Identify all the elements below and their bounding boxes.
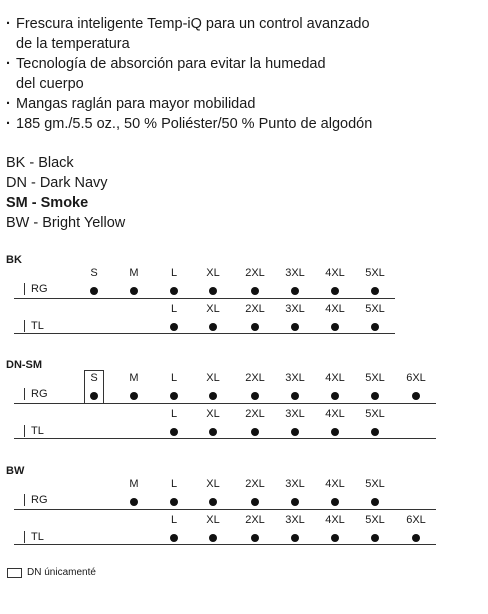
color-list [6, 153, 125, 233]
availability-dot [331, 287, 339, 295]
section-title: BK [6, 254, 22, 266]
availability-dot [412, 534, 420, 542]
feature-item: · Frescura inteligente Temp-iQ para un control avanzado de la temperatura [6, 14, 482, 54]
row-divider [14, 333, 395, 334]
size-label: L [170, 408, 178, 420]
size-label: 5XL [365, 372, 385, 384]
availability-dot [251, 392, 259, 400]
size-label: 2XL [245, 408, 265, 420]
row-tick [24, 531, 25, 543]
availability-dot [371, 323, 379, 331]
availability-dot [251, 498, 259, 506]
size-label: L [170, 478, 178, 490]
size-label: L [170, 372, 178, 384]
availability-dot [170, 287, 178, 295]
size-label: 3XL [285, 372, 305, 384]
row-tick [24, 388, 25, 400]
size-label: XL [206, 267, 220, 279]
availability-dot [170, 498, 178, 506]
size-label: 5XL [365, 303, 385, 315]
size-label: 5XL [365, 267, 385, 279]
row-label: TL [31, 425, 44, 437]
row-divider [14, 298, 395, 299]
size-label: XL [206, 372, 220, 384]
row-label: TL [31, 320, 44, 332]
availability-dot [331, 428, 339, 436]
size-label: L [170, 267, 178, 279]
availability-dot [251, 534, 259, 542]
legend [7, 566, 96, 581]
size-label: XL [206, 514, 220, 526]
row-tick [24, 494, 25, 506]
size-label: 2XL [245, 267, 265, 279]
size-label: 2XL [245, 372, 265, 384]
availability-dot [331, 534, 339, 542]
size-label: 4XL [325, 514, 345, 526]
availability-dot [291, 498, 299, 506]
row-divider [14, 438, 436, 439]
availability-dot [209, 498, 217, 506]
size-label: M [129, 267, 139, 279]
section-title: BW [6, 465, 25, 477]
row-divider [14, 509, 436, 510]
size-label: S [90, 372, 98, 384]
color-item: DN - Dark Navy [6, 175, 108, 191]
feature-item: · 185 gm./5.5 oz., 50 % Poliéster/50 % Punto de algodón [6, 114, 482, 134]
size-label: 6XL [406, 514, 426, 526]
availability-dot [371, 534, 379, 542]
size-label: XL [206, 408, 220, 420]
availability-dot [170, 392, 178, 400]
availability-dot [371, 392, 379, 400]
feature-item: · Tecnología de absorción para evitar la humedad del cuerpo [6, 54, 482, 94]
size-label: 4XL [325, 478, 345, 490]
availability-dot [209, 323, 217, 331]
availability-dot [291, 428, 299, 436]
dn-only-highlight [84, 370, 104, 404]
availability-dot [251, 428, 259, 436]
size-label: 4XL [325, 267, 345, 279]
size-label: 3XL [285, 303, 305, 315]
availability-dot [209, 287, 217, 295]
size-label: 2XL [245, 514, 265, 526]
availability-dot [331, 323, 339, 331]
row-tick [24, 425, 25, 437]
row-label: RG [31, 388, 48, 400]
size-label: XL [206, 478, 220, 490]
availability-dot [130, 498, 138, 506]
size-label: L [170, 303, 178, 315]
availability-dot [251, 287, 259, 295]
availability-dot [371, 287, 379, 295]
legend-label: DN únicamenté [27, 567, 96, 578]
size-label: 2XL [245, 478, 265, 490]
row-tick [24, 283, 25, 295]
availability-dot [130, 287, 138, 295]
availability-dot [209, 534, 217, 542]
size-label: M [129, 372, 139, 384]
size-label: 3XL [285, 478, 305, 490]
size-label: 3XL [285, 514, 305, 526]
size-label: 4XL [325, 372, 345, 384]
feature-list [6, 14, 482, 134]
size-label: 4XL [325, 408, 345, 420]
size-label: 6XL [406, 372, 426, 384]
row-label: TL [31, 531, 44, 543]
availability-dot [130, 392, 138, 400]
color-item: SM - Smoke [6, 195, 89, 211]
row-divider [14, 544, 436, 545]
color-item: BW - Bright Yellow [6, 215, 126, 231]
color-item: BK - Black [6, 155, 74, 171]
size-label: M [129, 478, 139, 490]
availability-dot [251, 323, 259, 331]
availability-dot [209, 392, 217, 400]
size-label: 5XL [365, 408, 385, 420]
availability-dot [291, 287, 299, 295]
availability-dot [331, 392, 339, 400]
size-label: 4XL [325, 303, 345, 315]
availability-dot [90, 287, 98, 295]
dn-only-box-icon [7, 568, 22, 578]
row-label: RG [31, 494, 48, 506]
availability-dot [170, 323, 178, 331]
row-divider [14, 403, 436, 404]
availability-dot [170, 428, 178, 436]
feature-item: · Mangas raglán para mayor mobilidad [6, 94, 482, 114]
row-tick [24, 320, 25, 332]
size-label: 3XL [285, 267, 305, 279]
availability-dot [331, 498, 339, 506]
availability-dot [291, 534, 299, 542]
availability-dot [291, 392, 299, 400]
size-label: 2XL [245, 303, 265, 315]
availability-dot [209, 428, 217, 436]
availability-dot [291, 323, 299, 331]
availability-dot [371, 498, 379, 506]
size-label: S [90, 267, 98, 279]
availability-dot [412, 392, 420, 400]
availability-dot [170, 534, 178, 542]
section-title: DN-SM [6, 359, 43, 371]
size-label: XL [206, 303, 220, 315]
size-label: 3XL [285, 408, 305, 420]
row-label: RG [31, 283, 48, 295]
size-label: 5XL [365, 478, 385, 490]
size-label: 5XL [365, 514, 385, 526]
size-label: L [170, 514, 178, 526]
availability-dot [371, 428, 379, 436]
